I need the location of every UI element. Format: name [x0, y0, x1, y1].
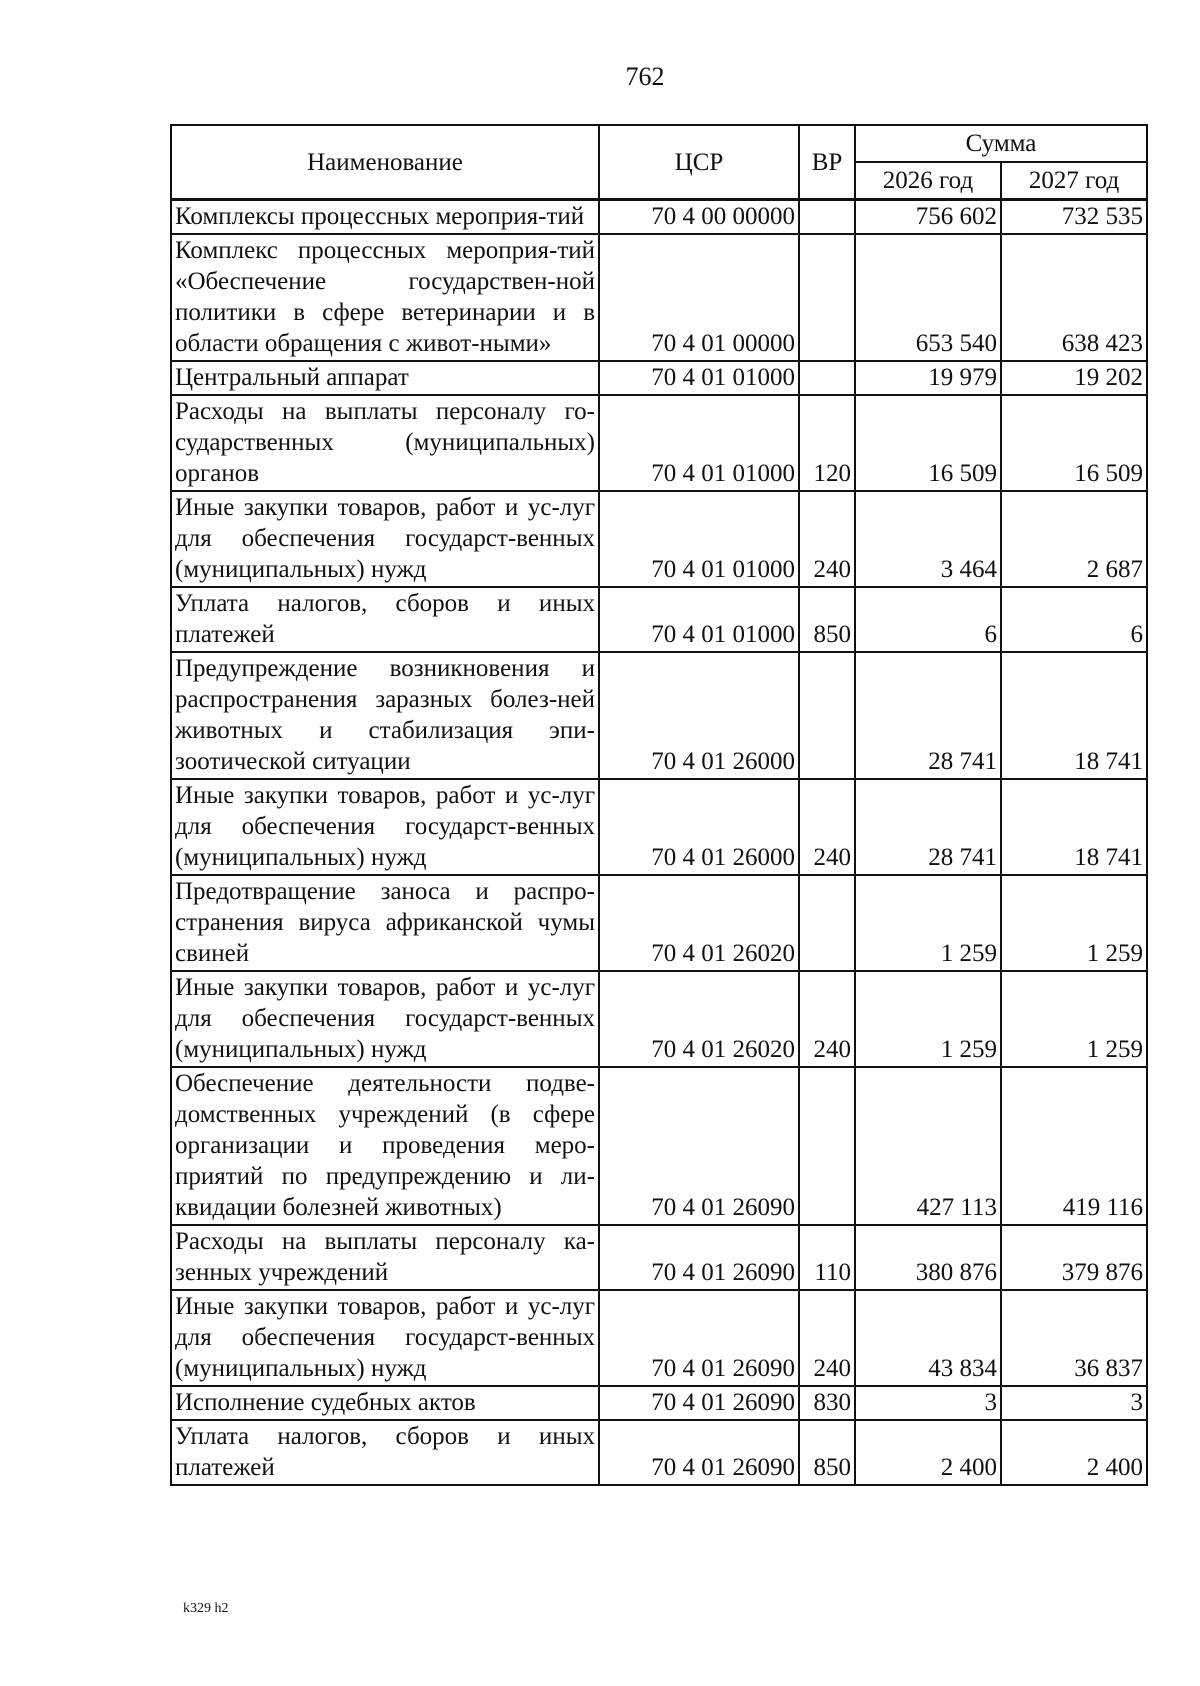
row-name: Иные закупки товаров, работ и ус-луг для обеспечения государст-венных (муниципальных) нужд	[171, 491, 599, 587]
row-name: Исполнение судебных актов	[171, 1386, 599, 1420]
table-row	[171, 971, 1147, 1067]
row-vr: 110	[799, 1225, 855, 1290]
table-header	[171, 125, 1147, 200]
row-sum-2027: 1 259	[1001, 971, 1147, 1067]
row-vr: 850	[799, 1420, 855, 1485]
row-csr: 70 4 01 26090	[599, 1290, 799, 1386]
row-name: Расходы на выплаты персоналу го-сударственных (муниципальных) органов	[171, 395, 599, 491]
page-number: 762	[625, 62, 665, 91]
row-sum-2026: 1 259	[855, 875, 1001, 971]
row-sum-2026: 43 834	[855, 1290, 1001, 1386]
row-sum-2026: 19 979	[855, 361, 1001, 395]
header-year-2027: 2027 год	[1001, 162, 1147, 200]
row-sum-2027: 1 259	[1001, 875, 1147, 971]
row-sum-2026: 3	[855, 1386, 1001, 1420]
row-name: Иные закупки товаров, работ и ус-луг для обеспечения государст-венных (муниципальных) нужд	[171, 779, 599, 875]
row-sum-2026: 653 540	[855, 234, 1001, 361]
table-row	[171, 1386, 1147, 1420]
row-sum-2026: 756 602	[855, 200, 1001, 235]
row-sum-2027: 19 202	[1001, 361, 1147, 395]
row-sum-2027: 6	[1001, 587, 1147, 652]
row-vr: 120	[799, 395, 855, 491]
row-name: Уплата налогов, сборов и иных платежей	[171, 587, 599, 652]
row-sum-2027: 379 876	[1001, 1225, 1147, 1290]
row-vr: 830	[799, 1386, 855, 1420]
row-name: Иные закупки товаров, работ и ус-луг для обеспечения государст-венных (муниципальных) нужд	[171, 1290, 599, 1386]
row-sum-2027: 18 741	[1001, 779, 1147, 875]
row-name: Уплата налогов, сборов и иных платежей	[171, 1420, 599, 1485]
row-sum-2027: 732 535	[1001, 200, 1147, 235]
table-row	[171, 875, 1147, 971]
row-name: Расходы на выплаты персоналу ка-зенных учреждений	[171, 1225, 599, 1290]
budget-table	[170, 124, 1148, 1486]
row-csr: 70 4 00 00000	[599, 200, 799, 235]
header-vr: ВР	[799, 125, 855, 200]
row-sum-2026: 2 400	[855, 1420, 1001, 1485]
row-csr: 70 4 01 26090	[599, 1420, 799, 1485]
header-year-2026: 2026 год	[855, 162, 1001, 200]
row-sum-2026: 3 464	[855, 491, 1001, 587]
row-sum-2027: 36 837	[1001, 1290, 1147, 1386]
row-sum-2026: 380 876	[855, 1225, 1001, 1290]
row-csr: 70 4 01 26020	[599, 971, 799, 1067]
row-sum-2027: 419 116	[1001, 1067, 1147, 1225]
header-sum: Сумма	[855, 125, 1147, 162]
row-sum-2027: 2 687	[1001, 491, 1147, 587]
row-vr	[799, 200, 855, 235]
row-sum-2026: 28 741	[855, 779, 1001, 875]
row-sum-2026: 427 113	[855, 1067, 1001, 1225]
row-name: Предупреждение возникновения и распространения заразных болез-ней животных и стабилизация эпи-зоотической ситуации	[171, 652, 599, 779]
row-vr: 850	[799, 587, 855, 652]
row-csr: 70 4 01 26000	[599, 652, 799, 779]
table-row	[171, 395, 1147, 491]
row-sum-2026: 1 259	[855, 971, 1001, 1067]
row-csr: 70 4 01 26090	[599, 1386, 799, 1420]
row-vr	[799, 652, 855, 779]
row-vr: 240	[799, 1290, 855, 1386]
row-name: Комплексы процессных мероприя-тий	[171, 200, 599, 235]
row-sum-2027: 638 423	[1001, 234, 1147, 361]
row-csr: 70 4 01 26090	[599, 1067, 799, 1225]
table-row	[171, 652, 1147, 779]
row-csr: 70 4 01 26090	[599, 1225, 799, 1290]
row-csr: 70 4 01 26020	[599, 875, 799, 971]
table-row	[171, 234, 1147, 361]
row-vr: 240	[799, 491, 855, 587]
table-row	[171, 491, 1147, 587]
table-row	[171, 1290, 1147, 1386]
header-csr: ЦСР	[599, 125, 799, 200]
table-row	[171, 587, 1147, 652]
row-sum-2026: 28 741	[855, 652, 1001, 779]
table-row	[171, 1067, 1147, 1225]
table-row	[171, 779, 1147, 875]
row-sum-2027: 2 400	[1001, 1420, 1147, 1485]
row-sum-2026: 16 509	[855, 395, 1001, 491]
table-body	[171, 200, 1147, 1486]
row-csr: 70 4 01 01000	[599, 587, 799, 652]
row-name: Центральный аппарат	[171, 361, 599, 395]
row-name: Обеспечение деятельности подве-домственных учреждений (в сфере организации и проведения меро-приятий по предупреждению и ли-квидации болезней животных)	[171, 1067, 599, 1225]
row-csr: 70 4 01 01000	[599, 395, 799, 491]
footer-code: k329 h2	[183, 1601, 229, 1616]
table-row	[171, 1225, 1147, 1290]
row-vr: 240	[799, 971, 855, 1067]
row-vr	[799, 234, 855, 361]
row-vr	[799, 1067, 855, 1225]
row-sum-2026: 6	[855, 587, 1001, 652]
table-row	[171, 1420, 1147, 1485]
row-vr	[799, 875, 855, 971]
row-sum-2027: 3	[1001, 1386, 1147, 1420]
table-row	[171, 361, 1147, 395]
row-csr: 70 4 01 01000	[599, 361, 799, 395]
row-csr: 70 4 01 26000	[599, 779, 799, 875]
header-name: Наименование	[171, 125, 599, 200]
row-vr	[799, 361, 855, 395]
row-sum-2027: 16 509	[1001, 395, 1147, 491]
row-csr: 70 4 01 01000	[599, 491, 799, 587]
row-csr: 70 4 01 00000	[599, 234, 799, 361]
row-name: Иные закупки товаров, работ и ус-луг для обеспечения государст-венных (муниципальных) нужд	[171, 971, 599, 1067]
row-name: Предотвращение заноса и распро-странения вируса африканской чумы свиней	[171, 875, 599, 971]
table-row	[171, 200, 1147, 235]
row-vr: 240	[799, 779, 855, 875]
row-sum-2027: 18 741	[1001, 652, 1147, 779]
row-name: Комплекс процессных мероприя-тий «Обеспечение государствен-ной политики в сфере ветеринарии и в области обращения с живот-ными»	[171, 234, 599, 361]
